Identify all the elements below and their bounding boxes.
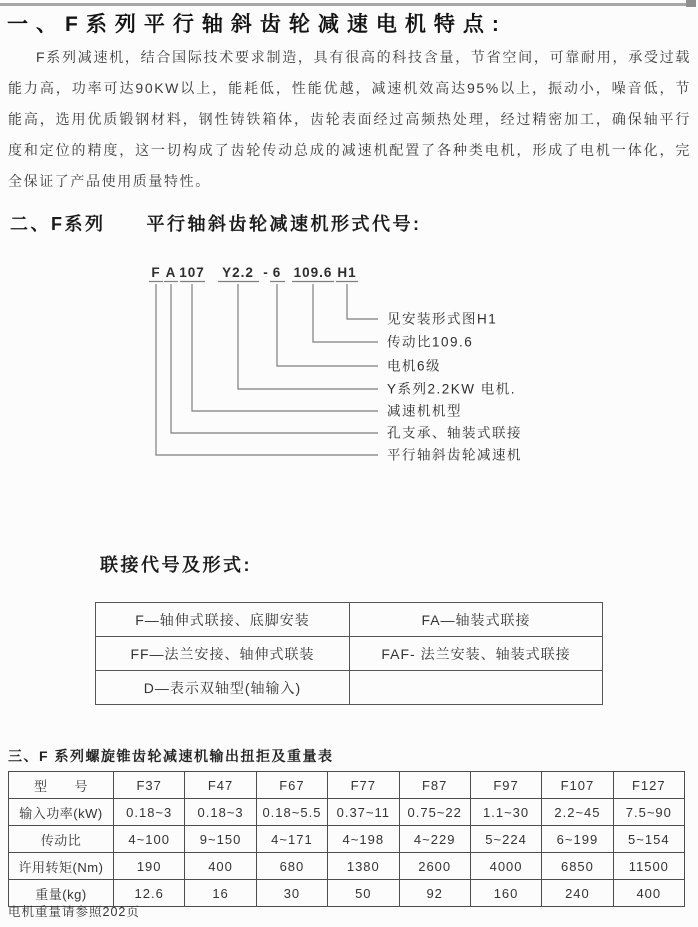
torque-header-cell: F37: [114, 772, 185, 799]
torque-cell: 5~224: [470, 826, 541, 853]
torque-cell: 160: [470, 880, 541, 907]
section1-heading: 一、F系列平行轴斜齿轮减速电机特点:: [7, 13, 507, 36]
torque-cell: 0.18~5.5: [256, 799, 327, 826]
connection-cell: FAF- 法兰安装、轴装式联接: [350, 637, 603, 671]
code-part-ratio: 109.6: [293, 265, 333, 280]
torque-cell: 4000: [470, 853, 541, 880]
connection-table: [95, 602, 603, 705]
code-label-motor: Y系列2.2KW 电机.: [387, 381, 517, 397]
connector-poles: [277, 284, 378, 366]
torque-header-cell: F127: [613, 772, 684, 799]
torque-cell: 2600: [399, 853, 470, 880]
torque-row-label: 输入功率(kW): [9, 799, 114, 826]
torque-cell: 4~171: [256, 826, 327, 853]
torque-header-cell: 型 号: [9, 772, 114, 799]
torque-row-power: [9, 799, 685, 826]
torque-header-cell: F77: [328, 772, 399, 799]
torque-header-cell: F67: [256, 772, 327, 799]
torque-header-cell: F107: [542, 772, 613, 799]
torque-cell: 2.2~45: [542, 799, 613, 826]
code-part-a: A: [165, 265, 177, 280]
torque-row-ratio: [9, 826, 685, 853]
model-code-diagram: [0, 255, 698, 480]
torque-row-label: 传动比: [9, 826, 114, 853]
torque-cell: 4~100: [114, 826, 185, 853]
code-label-f: 平行轴斜齿轮减速机: [387, 447, 522, 463]
torque-row-label: 重量(kg): [9, 880, 114, 907]
connector-mount: [347, 284, 378, 319]
torque-cell: 11500: [613, 853, 684, 880]
code-part-mount: H1: [337, 265, 357, 280]
code-part-poles: 6: [272, 265, 282, 280]
code-label-a: 孔支承、轴装式联接: [387, 425, 522, 441]
connection-cell: FA—轴装式联接: [350, 603, 603, 637]
torque-header-cell: F47: [185, 772, 256, 799]
connection-cell: FF—法兰安接、轴伸式联装: [96, 637, 350, 671]
section1-paragraph: F系列减速机，结合国际技术要求制造，具有很高的科技含量，节省空间，可靠耐用，承受过载能力高，功率可达90KW以上，能耗低，性能优越，减速机效高达95%以上，振动小，噪音低，节能高，选用优质锻钢材料，钢性铸铁箱体，齿轮表面经过高频热处理，经过精密加工，确保轴平行度和定位的精度，这一切构成了齿轮传动总成的减速机配置了各种类电机，形成了电机一体化，完全保证了产品使用质量特性。: [8, 49, 691, 189]
torque-cell: 190: [114, 853, 185, 880]
torque-cell: 6~199: [542, 826, 613, 853]
code-part-f: F: [151, 265, 161, 280]
connector-f: [156, 284, 378, 455]
torque-row-label: 许用转矩(Nm): [9, 853, 114, 880]
section3-heading: 三、F 系列螺旋锥齿轮减速机输出扭拒及重量表: [8, 748, 334, 764]
torque-cell: 0.18~3: [185, 799, 256, 826]
code-label-ratio: 传动比109.6: [387, 334, 474, 350]
code-part-dash: -: [263, 265, 269, 280]
connection-row: [96, 637, 603, 671]
connection-cell: [350, 671, 603, 705]
torque-cell: 12.6: [114, 880, 185, 907]
torque-cell: 4~198: [328, 826, 399, 853]
torque-cell: 4~229: [399, 826, 470, 853]
code-label-model: 减速机机型: [387, 403, 462, 419]
torque-cell: 50: [328, 880, 399, 907]
corner-artifact: [686, 0, 696, 7]
connector-ratio: [313, 284, 378, 342]
torque-cell: 680: [256, 853, 327, 880]
connection-row: [96, 603, 603, 637]
torque-cell: 400: [613, 880, 684, 907]
connection-heading: 联接代号及形式:: [100, 555, 252, 575]
torque-cell: 400: [185, 853, 256, 880]
torque-header-cell: F87: [399, 772, 470, 799]
torque-row-torque: [9, 853, 685, 880]
torque-cell: 1380: [328, 853, 399, 880]
torque-cell: 7.5~90: [613, 799, 684, 826]
torque-cell: 240: [542, 880, 613, 907]
connection-row: [96, 671, 603, 705]
torque-cell: 92: [399, 880, 470, 907]
code-part-model: 107: [179, 265, 205, 280]
code-label-mount: 见安装形式图H1: [387, 311, 498, 327]
torque-cell: 0.75~22: [399, 799, 470, 826]
top-rule: [0, 3, 692, 6]
connection-cell: D—表示双轴型(轴输入): [96, 671, 350, 705]
motor-weight-footnote: 电机重量请参照202页: [8, 905, 140, 919]
code-label-poles: 电机6级: [387, 358, 442, 374]
code-part-motor: Y2.2: [222, 265, 254, 280]
torque-cell: 1.1~30: [470, 799, 541, 826]
torque-table: [8, 771, 685, 907]
torque-cell: 16: [185, 880, 256, 907]
torque-cell: 5~154: [613, 826, 684, 853]
torque-header-row: [9, 772, 685, 799]
section2-heading: 二、F系列 平行轴斜齿轮减速机形式代号:: [10, 214, 422, 234]
connection-cell: F—轴伸式联接、底脚安装: [96, 603, 350, 637]
torque-header-cell: F97: [470, 772, 541, 799]
connector-motor: [238, 284, 378, 389]
torque-cell: 9~150: [185, 826, 256, 853]
connector-model: [192, 284, 378, 411]
torque-cell: 6850: [542, 853, 613, 880]
torque-cell: 0.18~3: [114, 799, 185, 826]
torque-cell: 0.37~11: [328, 799, 399, 826]
torque-cell: 30: [256, 880, 327, 907]
